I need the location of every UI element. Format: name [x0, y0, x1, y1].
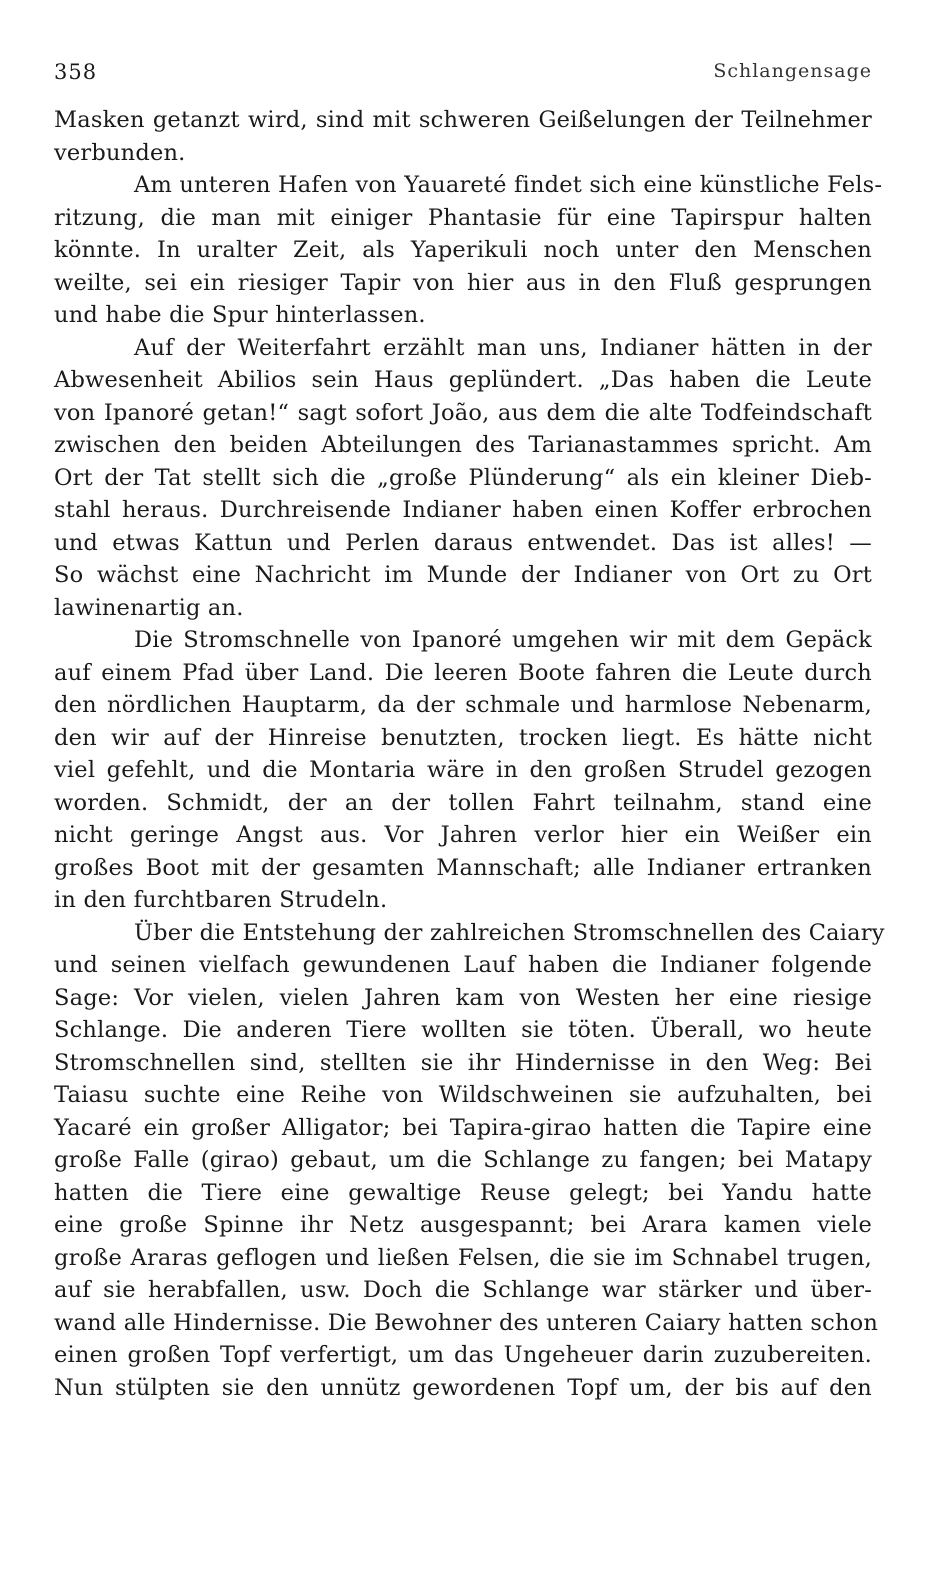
text-line: zwischen den beiden Abteilungen des Tarianastammes spricht. Am [54, 432, 872, 458]
paragraph [54, 104, 872, 169]
text-line: und etwas Kattun und Perlen daraus entwendet. Das ist alles! — [54, 529, 872, 556]
text-line: große Falle (girao) gebaut, um die Schlange zu fangen; bei Matapy [54, 1147, 872, 1173]
section-title: Schlangensage [713, 60, 872, 82]
book-page [54, 58, 885, 1558]
text-line: stahl heraus. Durchreisende Indianer haben einen Koffer erbrochen [54, 497, 872, 523]
text-line: viel gefehlt, und die Montaria wäre in den großen Strudel gezogen [54, 757, 872, 783]
text-line: könnte. In uralter Zeit, als Yaperikuli noch unter den Menschen [54, 237, 872, 263]
text-line: Schlange. Die anderen Tiere wollten sie töten. Überall, wo heute [54, 1017, 872, 1043]
text-line: und seinen vielfach gewundenen Lauf haben die Indianer folgende [54, 952, 872, 978]
text-line: verbunden. [54, 139, 186, 166]
running-head [54, 58, 872, 104]
paragraph [54, 169, 883, 332]
text-line: auf einem Pfad über Land. Die leeren Boote fahren die Leute durch [54, 659, 872, 686]
text-line: weilte, sei ein riesiger Tapir von hier aus in den Fluß gesprungen [54, 269, 872, 296]
text-line: Die Stromschnelle von Ipanoré umgehen wir mit dem Gepäck [134, 627, 872, 653]
text-line: lawinenartig an. [54, 594, 244, 621]
text-line: Abwesenheit Abilios sein Haus geplündert. „Das haben die Leute [54, 367, 872, 393]
text-line: den wir auf der Hinreise benutzten, trocken liegt. Es hätte nicht [54, 724, 872, 751]
text-line: ritzung, die man mit einiger Phantasie für eine Tapirspur halten [54, 204, 872, 231]
text-line: hatten die Tiere eine gewaltige Reuse gelegt; bei Yandu hatte [54, 1179, 872, 1206]
text-line: in den furchtbaren Strudeln. [54, 887, 388, 913]
text-line: von Ipanoré getan!“ sagt sofort João, aus dem die alte Todfeindschaft [54, 399, 872, 426]
text-line: nicht geringe Angst aus. Vor Jahren verlor hier ein Weißer ein [54, 822, 872, 848]
page-number: 358 [54, 60, 98, 84]
paragraph [54, 332, 872, 625]
text-line: und habe die Spur hinterlassen. [54, 302, 426, 328]
text-line: Yacaré ein großer Alligator; bei Tapira-girao hatten die Tapire eine [54, 1114, 872, 1141]
text-line: Taiasu suchte eine Reihe von Wildschweinen sie aufzuhalten, bei [54, 1082, 872, 1108]
text-line: einen großen Topf verfertigt, um das Ungeheuer darin zuzubereiten. [54, 1342, 872, 1368]
text-line: Masken getanzt wird, sind mit schweren Geißelungen der Teilnehmer [54, 107, 872, 133]
body-text [54, 104, 885, 1404]
text-line: auf sie herabfallen, usw. Doch die Schlange war stärker und über- [54, 1277, 872, 1303]
text-line: Sage: Vor vielen, vielen Jahren kam von Westen her eine riesige [54, 984, 872, 1011]
text-line: großes Boot mit der gesamten Mannschaft; alle Indianer ertranken [54, 854, 872, 881]
text-line: Am unteren Hafen von Yauareté findet sich eine künstliche Fels- [134, 172, 883, 198]
text-line: Nun stülpten sie den unnütz gewordenen Topf um, der bis auf den [54, 1374, 872, 1401]
text-line: Ort der Tat stellt sich die „große Plünderung“ als ein kleiner Dieb- [54, 464, 872, 491]
text-line: eine große Spinne ihr Netz ausgespannt; bei Arara kamen viele [54, 1212, 872, 1238]
text-line: Stromschnellen sind, stellten sie ihr Hindernisse in den Weg: Bei [54, 1049, 872, 1076]
text-line: Auf der Weiterfahrt erzählt man uns, Indianer hätten in der [134, 334, 872, 361]
text-line: große Araras geflogen und ließen Felsen, die sie im Schnabel trugen, [54, 1244, 872, 1271]
text-line: wand alle Hindernisse. Die Bewohner des unteren Caiary hatten schon [54, 1309, 879, 1336]
text-line: So wächst eine Nachricht im Munde der Indianer von Ort zu Ort [54, 562, 872, 588]
text-line: den nördlichen Hauptarm, da der schmale und harmlose Nebenarm, [54, 692, 872, 718]
text-line: worden. Schmidt, der an der tollen Fahrt teilnahm, stand eine [54, 789, 872, 816]
text-line: Über die Entstehung der zahlreichen Stromschnellen des Caiary [134, 919, 885, 946]
paragraph [54, 917, 885, 1405]
paragraph [54, 624, 872, 917]
